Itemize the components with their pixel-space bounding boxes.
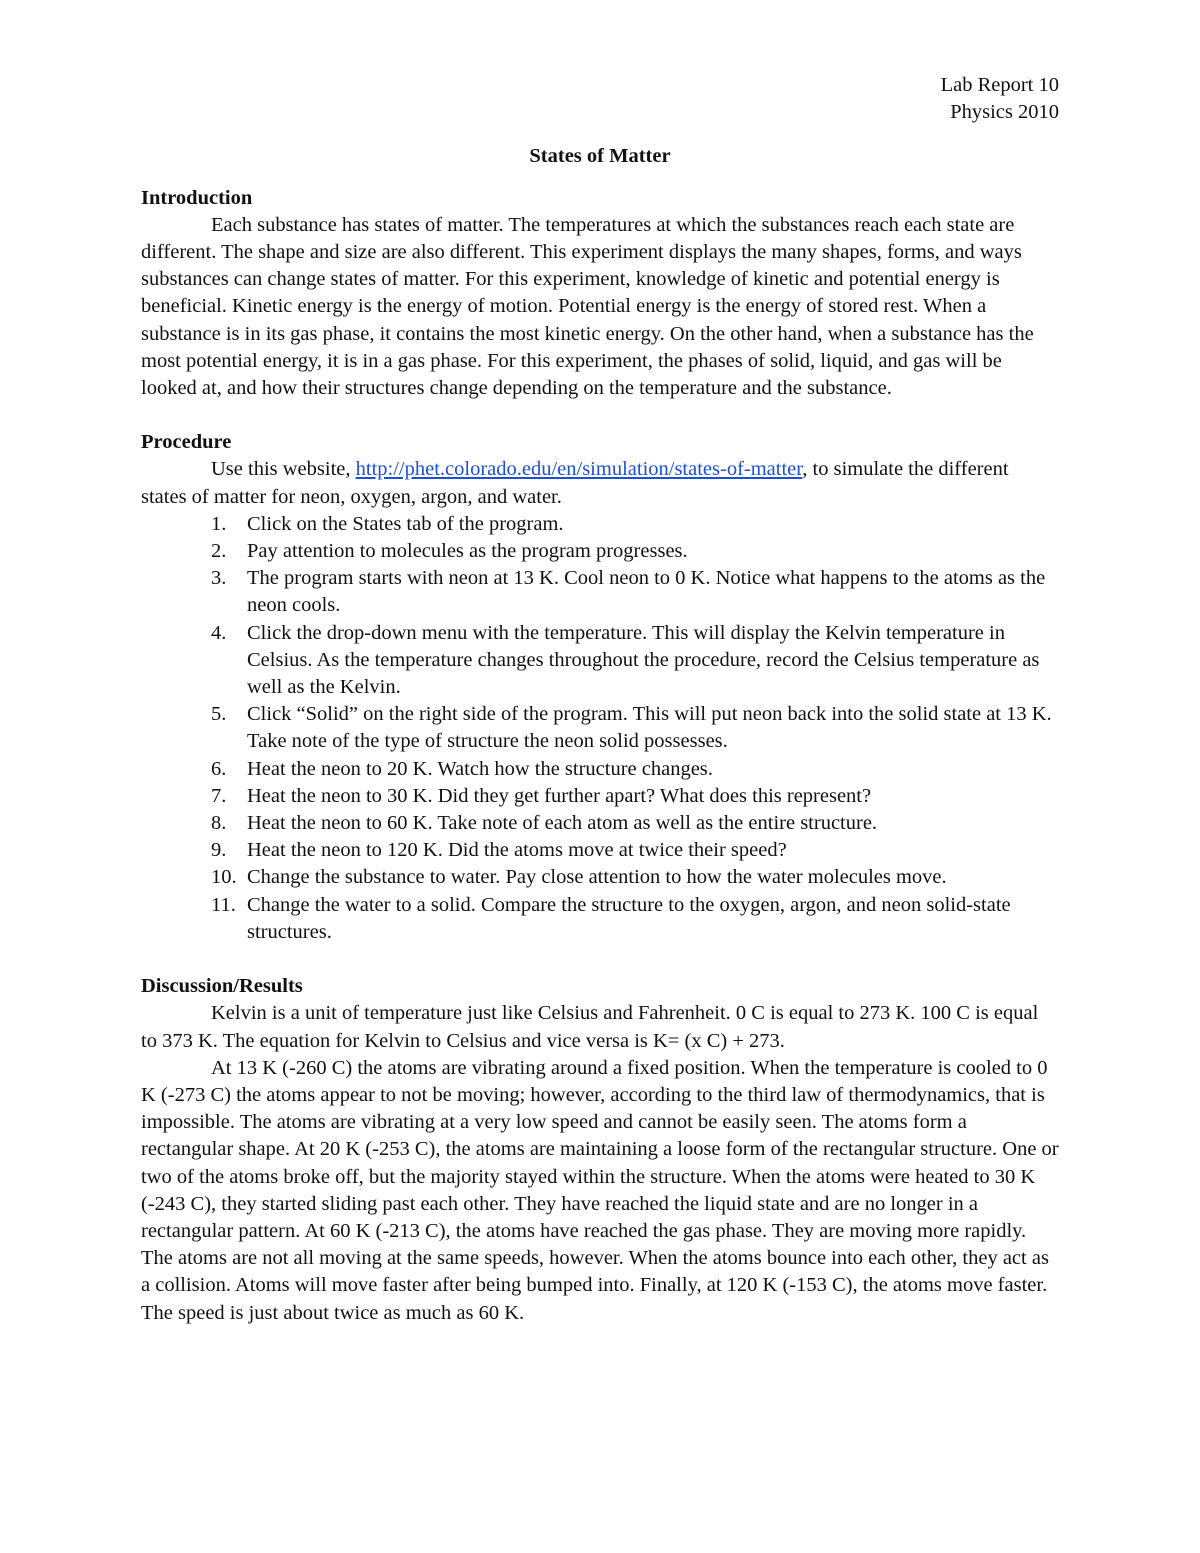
step-number: 1. [211, 512, 227, 535]
step-number: 4. [211, 621, 227, 644]
list-item [141, 783, 1059, 810]
step-number: 5. [211, 703, 227, 726]
course-name: Physics 2010 [950, 101, 1059, 124]
list-item [141, 864, 1059, 891]
discussion-heading: Discussion/Results [141, 975, 303, 998]
step-text: Click “Solid” on the right side of the program. This will put neon back into the solid state at 13 K. Take note of the type of structure the neon solid possesses. [247, 703, 1052, 753]
list-item [141, 892, 1059, 946]
step-number: 11. [211, 893, 236, 916]
report-number: Lab Report 10 [940, 74, 1059, 96]
simulation-link[interactable]: http://phet.colorado.edu/en/simulation/states-of-matter [355, 458, 803, 481]
procedure-heading: Procedure [141, 431, 232, 454]
report-header [141, 72, 1059, 126]
list-item [141, 810, 1059, 837]
list-item [141, 620, 1059, 702]
procedure-intro [141, 456, 1059, 510]
introduction-heading: Introduction [141, 186, 253, 209]
step-text: Change the water to a solid. Compare the structure to the oxygen, argon, and neon solid-state structures. [247, 893, 1011, 943]
list-item [141, 538, 1059, 565]
step-text: Pay attention to molecules as the program progresses. [247, 540, 688, 563]
procedure-intro-before: Use this website, [211, 458, 356, 481]
step-number: 7. [211, 784, 227, 807]
step-number: 10. [211, 866, 237, 889]
list-item [141, 756, 1059, 783]
step-number: 8. [211, 812, 227, 835]
list-item [141, 701, 1059, 755]
discussion-paragraph-1: Kelvin is a unit of temperature just like Celsius and Fahrenheit. 0 C is equal to 273 K. 100 C is equal to 373 K. The equation for Kelvin to Celsius and vice versa is K= (x C) + 273. [141, 1002, 1039, 1052]
step-text: Heat the neon to 20 K. Watch how the structure changes. [247, 757, 713, 780]
step-text: The program starts with neon at 13 K. Cool neon to 0 K. Notice what happens to the atoms as the neon cools. [247, 567, 1046, 617]
list-item [141, 511, 1059, 538]
step-number: 3. [211, 567, 227, 590]
procedure-intro-after: , to simulate the different states of matter for neon, oxygen, argon, and water. [141, 458, 1009, 508]
step-text: Click the drop-down menu with the temperature. This will display the Kelvin temperature in Celsius. As the temperature changes throughout the procedure, record the Celsius temperature as well as the Kelvin. [247, 621, 1040, 699]
step-number: 2. [211, 540, 227, 563]
step-text: Heat the neon to 60 K. Take note of each atom as well as the entire structure. [247, 812, 878, 835]
step-text: Change the substance to water. Pay close attention to how the water molecules move. [247, 866, 947, 889]
list-item [141, 565, 1059, 619]
step-number: 6. [211, 757, 227, 780]
step-text: Heat the neon to 30 K. Did they get further apart? What does this represent? [247, 784, 872, 807]
step-text: Heat the neon to 120 K. Did the atoms move at twice their speed? [247, 839, 787, 862]
document-page [141, 72, 1059, 1327]
procedure-steps [141, 511, 1059, 946]
discussion-paragraph-2: At 13 K (-260 C) the atoms are vibrating around a fixed position. When the temperature is cooled to 0 K (-273 C) the atoms appear to not be moving; however, according to the third law of thermodynamics, that is impossible. The atoms are vibrating at a very low speed and cannot be easily seen. The atoms form a rectangular shape. At 20 K (-253 C), the atoms are maintaining a loose form of the rectangular structure. One or two of the atoms broke off, but the majority stayed within the structure. When the atoms were heated to 30 K (-243 C), they started sliding past each other. They have reached the liquid state and are no longer in a rectangular pattern. At 60 K (-213 C), the atoms have reached the gas phase. They are moving more rapidly. The atoms are not all moving at the same speeds, however. When the atoms bounce into each other, they act as a collision. Atoms will move faster after being bumped into. Finally, at 120 K (-153 C), the atoms move faster. The speed is just about twice as much as 60 K. [141, 1056, 1059, 1324]
introduction-body: Each substance has states of matter. The temperatures at which the substances reach each state are different. The shape and size are also different. This experiment displays the many shapes, forms, and ways substances can change states of matter. For this experiment, knowledge of kinetic and potential energy is beneficial. Kinetic energy is the energy of motion. Potential energy is the energy of stored rest. When a substance is in its gas phase, it contains the most kinetic energy. On the other hand, when a substance has the most potential energy, it is in a gas phase. For this experiment, the phases of solid, liquid, and gas will be looked at, and how their structures change depending on the temperature and the substance. [141, 213, 1034, 400]
step-number: 9. [211, 839, 227, 862]
list-item [141, 837, 1059, 864]
step-text: Click on the States tab of the program. [247, 512, 564, 535]
document-title: States of Matter [529, 145, 671, 168]
